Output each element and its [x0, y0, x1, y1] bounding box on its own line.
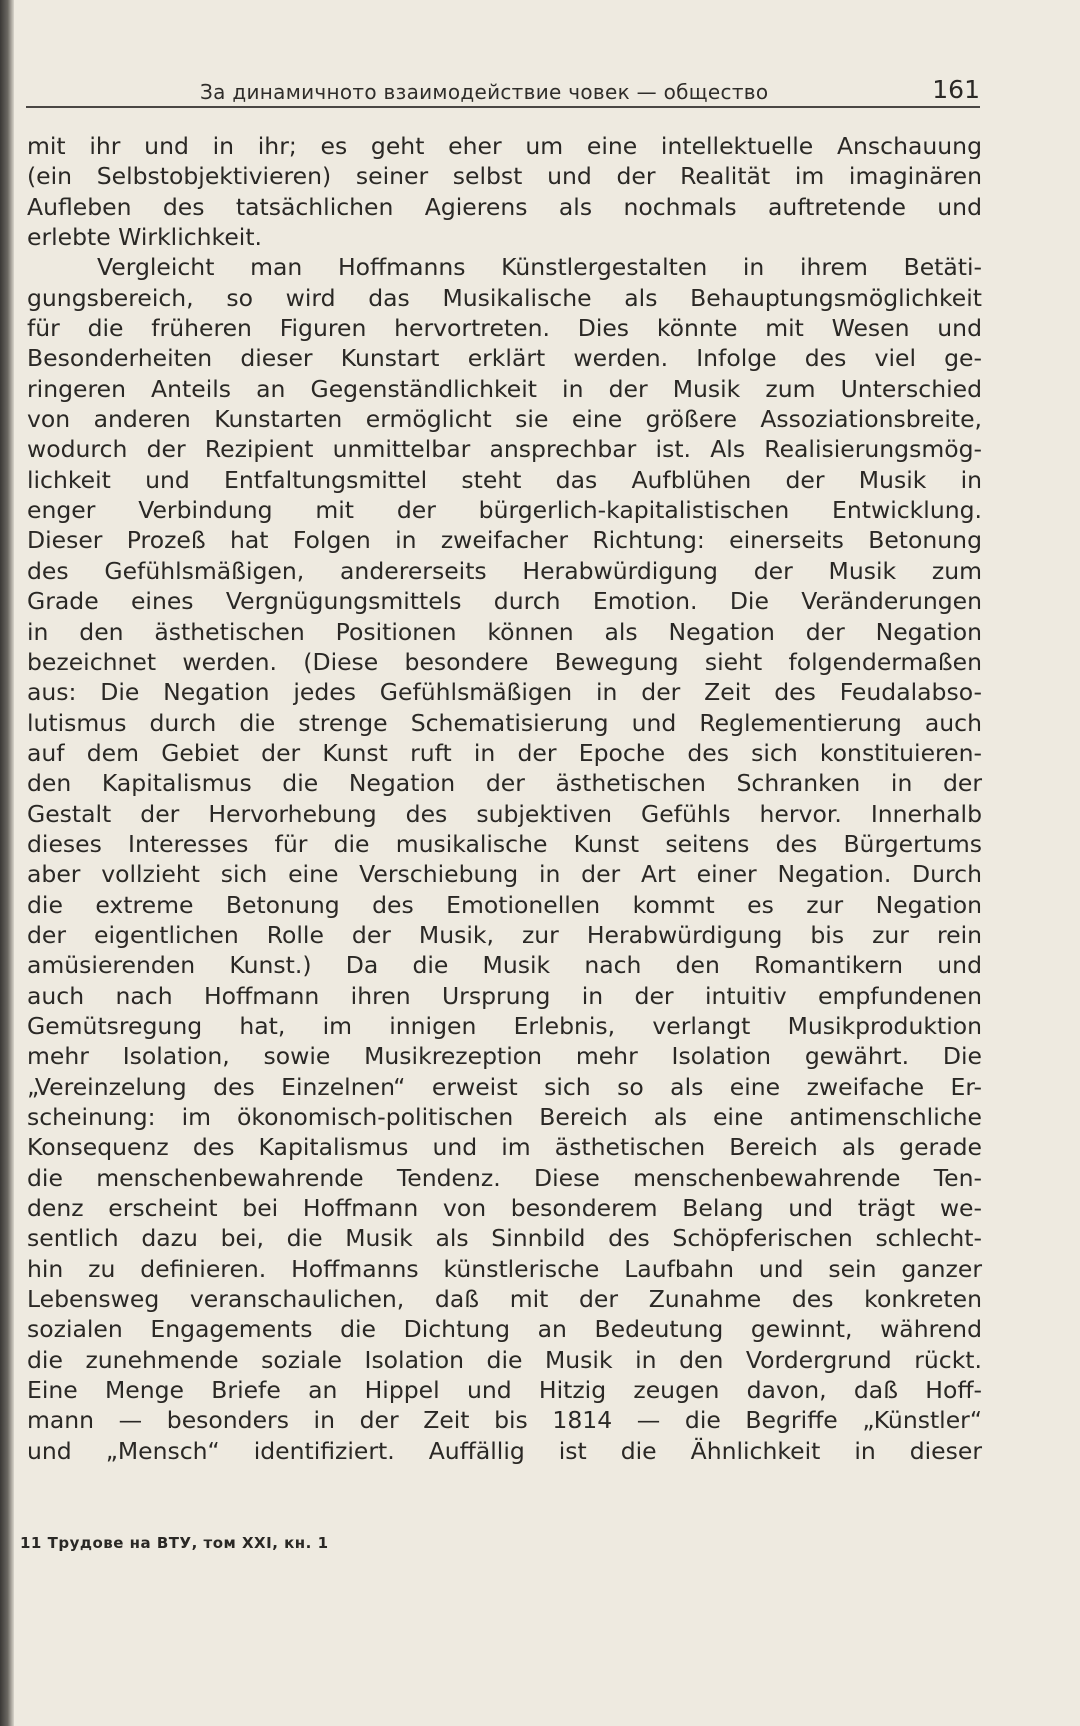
page-number: 161	[932, 75, 980, 104]
text-line: lutismus durch die strenge Schematisierung und Reglementierung auch	[27, 708, 982, 737]
text-line: bezeichnet werden. (Diese besondere Bewegung sieht folgendermaßen	[27, 647, 982, 676]
text-line: erlebte Wirklichkeit.	[27, 223, 262, 252]
text-line: der eigentlichen Rolle der Musik, zur Herabwürdigung bis zur rein	[27, 920, 982, 949]
text-line: hin zu definieren. Hoffmanns künstlerische Laufbahn und sein ganzer	[27, 1254, 982, 1283]
text-line: auf dem Gebiet der Kunst ruft in der Epoche des sich konstituieren-	[27, 738, 982, 767]
text-line: „Vereinzelung des Einzelnen“ erweist sich so als eine zweifache Er-	[27, 1072, 982, 1101]
text-line: dieses Interesses für die musikalische Kunst seitens des Bürgertums	[27, 829, 982, 858]
text-line: des Gefühlsmäßigen, andererseits Herabwürdigung der Musik zum	[27, 556, 982, 585]
header-rule	[26, 106, 980, 108]
running-title: За динамичното взаимодействие човек — общество	[200, 80, 769, 104]
text-line: sentlich dazu bei, die Musik als Sinnbild des Schöpferischen schlecht-	[27, 1224, 982, 1253]
text-line: Gestalt der Hervorhebung des subjektiven Gefühls hervor. Innerhalb	[27, 799, 982, 828]
book-spine-shadow	[0, 0, 14, 1726]
text-line: für die früheren Figuren hervortreten. Dies könnte mit Wesen und	[27, 314, 982, 343]
text-line: denz erscheint bei Hoffmann von besonderem Belang und trägt we-	[27, 1194, 982, 1223]
text-line: Eine Menge Briefe an Hippel und Hitzig zeugen davon, daß Hoff-	[27, 1376, 982, 1405]
footer-signature: 11 Трудове на ВТУ, том XXI, кн. 1	[20, 1534, 329, 1552]
text-line: (ein Selbstobjektivieren) seiner selbst und der Realität im imaginären	[27, 162, 982, 191]
text-line: die menschenbewahrende Tendenz. Diese menschenbewahrende Ten-	[27, 1163, 982, 1192]
body-text	[27, 131, 982, 1466]
text-line: sozialen Engagements die Dichtung an Bedeutung gewinnt, während	[27, 1315, 982, 1344]
text-line: mann — besonders in der Zeit bis 1814 — die Begriffe „Künstler“	[27, 1406, 982, 1435]
text-line: scheinung: im ökonomisch-politischen Bereich als eine antimenschliche	[27, 1103, 982, 1131]
text-line: Vergleicht man Hoffmanns Künstlergestalten in ihrem Betäti-	[97, 253, 982, 282]
text-line: Gemütsregung hat, im innigen Erlebnis, verlangt Musikproduktion	[27, 1011, 982, 1040]
text-line: Besonderheiten dieser Kunstart erklärt werden. Infolge des viel ge-	[27, 344, 982, 373]
text-line: und „Mensch“ identifiziert. Auffällig ist die Ähnlichkeit in dieser	[27, 1436, 982, 1465]
text-line: wodurch der Rezipient unmittelbar ansprechbar ist. Als Realisierungsmög-	[27, 435, 982, 464]
text-line: die zunehmende soziale Isolation die Musik in den Vordergrund rückt.	[27, 1345, 982, 1374]
text-line: lichkeit und Entfaltungsmittel steht das Aufblühen der Musik in	[27, 465, 982, 494]
text-line: den Kapitalismus die Negation der ästhetischen Schranken in der	[27, 769, 982, 798]
text-line: Konsequenz des Kapitalismus und im ästhetischen Bereich als gerade	[27, 1133, 982, 1162]
text-line: aus: Die Negation jedes Gefühlsmäßigen in der Zeit des Feudalabso-	[27, 678, 982, 707]
text-line: Aufleben des tatsächlichen Agierens als nochmals auftretende und	[27, 192, 982, 221]
text-line: amüsierenden Kunst.) Da die Musik nach den Romantikern und	[27, 951, 982, 980]
text-line: ringeren Anteils an Gegenständlichkeit in der Musik zum Unterschied	[27, 374, 982, 403]
text-line: von anderen Kunstarten ermöglicht sie eine größere Assoziationsbreite,	[27, 405, 982, 434]
text-line: die extreme Betonung des Emotionellen kommt es zur Negation	[27, 890, 982, 919]
text-line: in den ästhetischen Positionen können als Negation der Negation	[27, 617, 982, 646]
text-line: aber vollzieht sich eine Verschiebung in der Art einer Negation. Durch	[27, 860, 982, 889]
text-line: mit ihr und in ihr; es geht eher um eine intellektuelle Anschauung	[27, 132, 982, 160]
text-line: auch nach Hoffmann ihren Ursprung in der intuitiv empfundenen	[27, 981, 982, 1010]
text-line: Lebensweg veranschaulichen, daß mit der Zunahme des konkreten	[27, 1285, 982, 1314]
text-line: gungsbereich, so wird das Musikalische als Behauptungsmöglichkeit	[27, 283, 982, 312]
text-line: mehr Isolation, sowie Musikrezeption mehr Isolation gewährt. Die	[27, 1042, 982, 1071]
text-line: enger Verbindung mit der bürgerlich-kapitalistischen Entwicklung.	[27, 496, 982, 525]
page-header	[200, 68, 980, 104]
text-line: Dieser Prozeß hat Folgen in zweifacher Richtung: einerseits Betonung	[27, 526, 982, 555]
text-line: Grade eines Vergnügungsmittels durch Emotion. Die Veränderungen	[27, 587, 982, 616]
